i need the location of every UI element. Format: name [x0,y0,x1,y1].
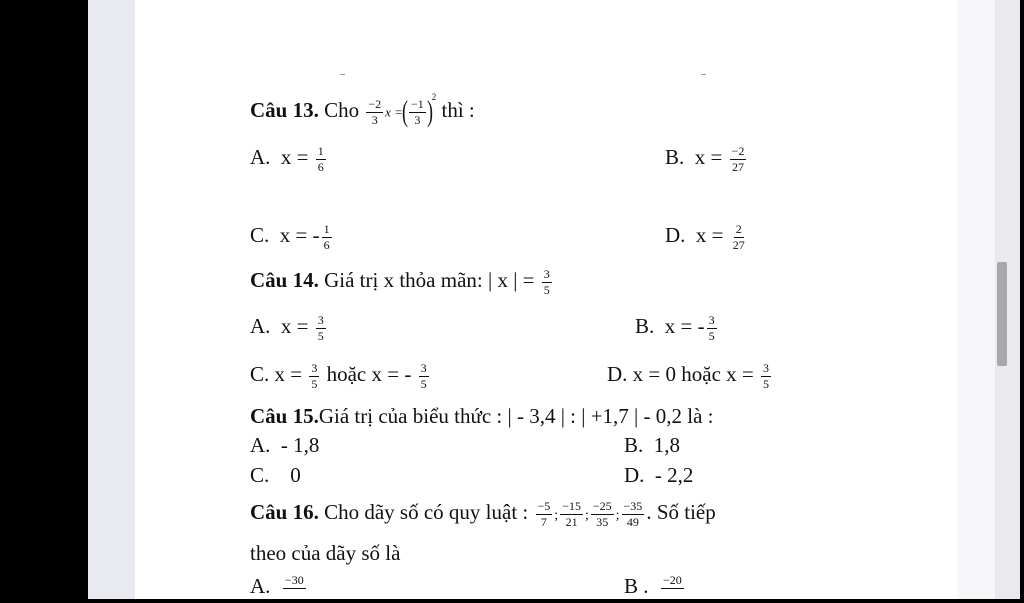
question-13-coefficient: $\frac{-2}{3}$ [368,96,382,127]
question-14-label: Câu 14. [250,267,319,292]
sequence-term: $\frac{-5}{7}$ [537,499,551,529]
question-15-label: Câu 15. [250,404,319,428]
question-16-label: Câu 16. [250,499,319,524]
scrollbar-thumb[interactable] [997,262,1007,366]
question-13-variable: x = [385,104,403,120]
question-13-option-c: C. x = - $\frac{1}{6}$ [250,222,330,252]
question-14-text: Giá trị x thỏa mãn: | x | = [324,267,535,292]
question-14-option-a: A. x = $\frac{3}{5}$ [250,313,324,343]
sequence-term: $\frac{-35}{49}$ [623,499,643,529]
question-15-option-d: D. - 2,2 [624,463,694,487]
page-mark [701,74,706,75]
question-13-lead: Cho [324,97,360,122]
scrollbar-track[interactable] [957,0,995,599]
question-13-exponent: 2 [431,92,437,102]
question-16-tail: . Số tiếp [646,499,716,524]
question-16-option-a: A. −30 [250,573,304,598]
question-16-lead: Cho dãy số có quy luật : [324,499,529,524]
question-13-label: Câu 13. [250,97,319,122]
question-15-option-c: C. 0 [250,463,301,487]
question-14-option-b: B. x = - $\frac{3}{5}$ [635,313,715,343]
question-15-text: Giá trị của biểu thức : | - 3,4 | : | +1,7 | - 0,2 là : [318,404,714,428]
question-14-fraction: $\frac{3}{5}$ [543,267,550,297]
sequence-term: $\frac{-15}{21}$ [562,499,581,529]
question-14-option-d: D. x = 0 hoặc x = $\frac{3}{5}$ [607,361,769,391]
question-14-option-c: C. x = $\frac{3}{5}$ hoặc x = - $\frac{3}{5}$ [250,361,427,391]
sequence-term: $\frac{-25}{35}$ [592,499,612,529]
question-16: Câu 16. Cho dãy số có quy luật : $\frac{-5}{7}$ ; $\frac{-15}{21}$ ; $\frac{-25}{35}$ ; $\frac{-35}{49}$ . Số tiếp [250,499,716,529]
open-paren: ( [401,95,408,128]
question-15-option-b: B. 1,8 [624,433,681,457]
question-14 [250,268,554,296]
question-13-tail: thì : [441,97,475,122]
question-13-base: $\frac{-1}{3}$ [410,96,424,127]
question-13-option-b: B. x = $\frac{-2}{27}$ [665,144,745,174]
question-16-line-2: theo của dãy số là [250,541,401,565]
question-15 [250,406,713,427]
question-16-option-b: B . −20 [624,573,682,598]
question-13-option-a: A. x = $\frac{1}{6}$ [250,144,324,174]
close-paren: ) [426,95,433,128]
page-mark [340,74,345,75]
document-page [135,0,957,599]
document-viewer [88,0,1020,599]
question-13-option-d: D. x = $\frac{2}{27}$ [665,222,745,252]
question-15-option-a: A. - 1,8 [250,433,320,457]
question-13 [250,92,475,128]
